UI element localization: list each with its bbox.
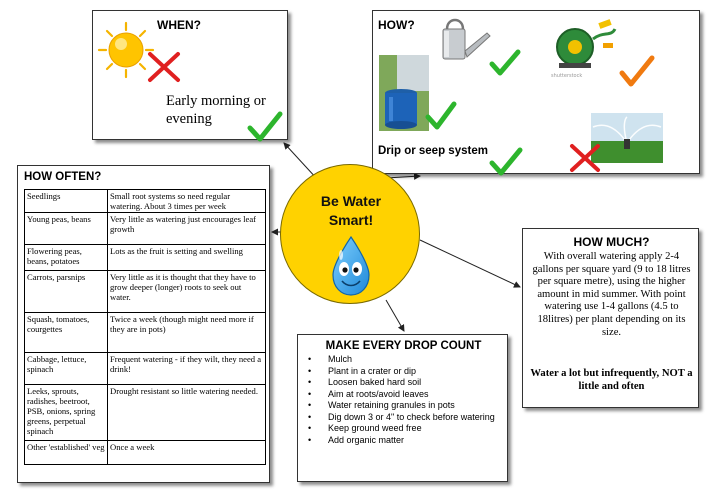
watering-frequency-table <box>24 189 266 465</box>
table-row <box>25 190 266 213</box>
sprinkler-icon <box>591 113 663 163</box>
center-title-line1: Be Water <box>320 193 382 209</box>
drop-count-list <box>298 354 506 446</box>
plant-cell: Cabbage, lettuce, spinach <box>25 353 108 385</box>
svg-text:shutterstock: shutterstock <box>551 73 583 79</box>
arrow-to-drop-count <box>386 300 404 331</box>
green-check-icon <box>425 101 457 131</box>
how-heading: HOW? <box>378 18 415 32</box>
table-row <box>25 245 266 271</box>
how-much-heading: HOW MUCH? <box>573 235 650 249</box>
how-much-tagline: Water a lot but infrequently, NOT a little and often <box>530 368 693 392</box>
list-item: • Aim at roots/avoid leaves <box>328 389 506 401</box>
advice-cell: Once a week <box>108 441 266 465</box>
how-much-box <box>522 228 699 408</box>
red-cross-icon <box>147 51 181 83</box>
table-row <box>25 313 266 353</box>
water-drop-icon <box>329 235 373 297</box>
list-item: • Mulch <box>328 354 506 366</box>
when-heading: WHEN? <box>157 18 201 32</box>
when-box <box>92 10 288 140</box>
table-row <box>25 271 266 313</box>
plant-cell: Leeks, sprouts, radishes, beetroot, PSB, onions, spring greens, perpetual spinach <box>25 385 108 441</box>
advice-cell: Very little as watering just encourages leaf growth <box>108 213 266 245</box>
advice-cell: Small root systems so need regular watering. About 3 times per week <box>108 190 266 213</box>
table-row <box>25 385 266 441</box>
plant-cell: Seedlings <box>25 190 108 213</box>
hose-reel-icon <box>549 17 619 79</box>
advice-cell: Twice a week (though might need more if they are in pots) <box>108 313 266 353</box>
how-much-body: With overall watering apply 2-4 gallons per square yard (9 to 18 litres per square metre), using the higher amount in mid summer. With point watering use 1-4 gallons (4.5 to 18litres) per plant depending on its size. <box>532 251 691 338</box>
table-row <box>25 441 266 465</box>
arrow-to-how-much <box>420 240 520 287</box>
list-item: • Water retaining granules in pots <box>328 400 506 412</box>
watering-can-icon <box>435 13 495 63</box>
list-item: • Loosen baked hard soil <box>328 377 506 389</box>
advice-cell: Drought resistant so little watering needed. <box>108 385 266 441</box>
plant-cell: Squash, tomatoes, courgettes <box>25 313 108 353</box>
how-often-box <box>17 165 270 483</box>
plant-cell: Flowering peas, beans, potatoes <box>25 245 108 271</box>
how-box <box>372 10 700 174</box>
plant-cell: Carrots, parsnips <box>25 271 108 313</box>
advice-cell: Lots as the fruit is setting and swelling <box>108 245 266 271</box>
advice-cell: Very little as it is thought that they have to grow deeper (longer) roots to seek out water. <box>108 271 266 313</box>
list-item: • Keep ground weed free <box>328 423 506 435</box>
plant-cell: Young peas, beans <box>25 213 108 245</box>
table-row <box>25 353 266 385</box>
green-check-icon <box>489 49 521 77</box>
advice-cell: Frequent watering - if they wilt, they need a drink! <box>108 353 266 385</box>
green-check-icon <box>247 111 283 143</box>
water-butt-icon <box>379 55 429 131</box>
drop-count-box <box>297 334 508 482</box>
list-item: • Dig down 3 or 4" to check before watering <box>328 412 506 424</box>
orange-check-icon <box>619 55 655 89</box>
green-check-icon <box>489 147 523 177</box>
list-item: • Plant in a crater or dip <box>328 366 506 378</box>
drop-count-heading: MAKE EVERY DROP COUNT <box>325 340 482 352</box>
list-item: • Add organic matter <box>328 435 506 447</box>
how-often-heading: HOW OFTEN? <box>24 171 102 183</box>
center-title-line2: Smart! <box>328 212 374 228</box>
when-text: Early morning or evening <box>166 93 266 127</box>
table-row <box>25 213 266 245</box>
be-water-smart-circle <box>280 164 420 304</box>
plant-cell: Other 'established' veg <box>25 441 108 465</box>
red-cross-icon <box>569 143 601 173</box>
drip-system-label: Drip or seep system <box>378 145 488 157</box>
